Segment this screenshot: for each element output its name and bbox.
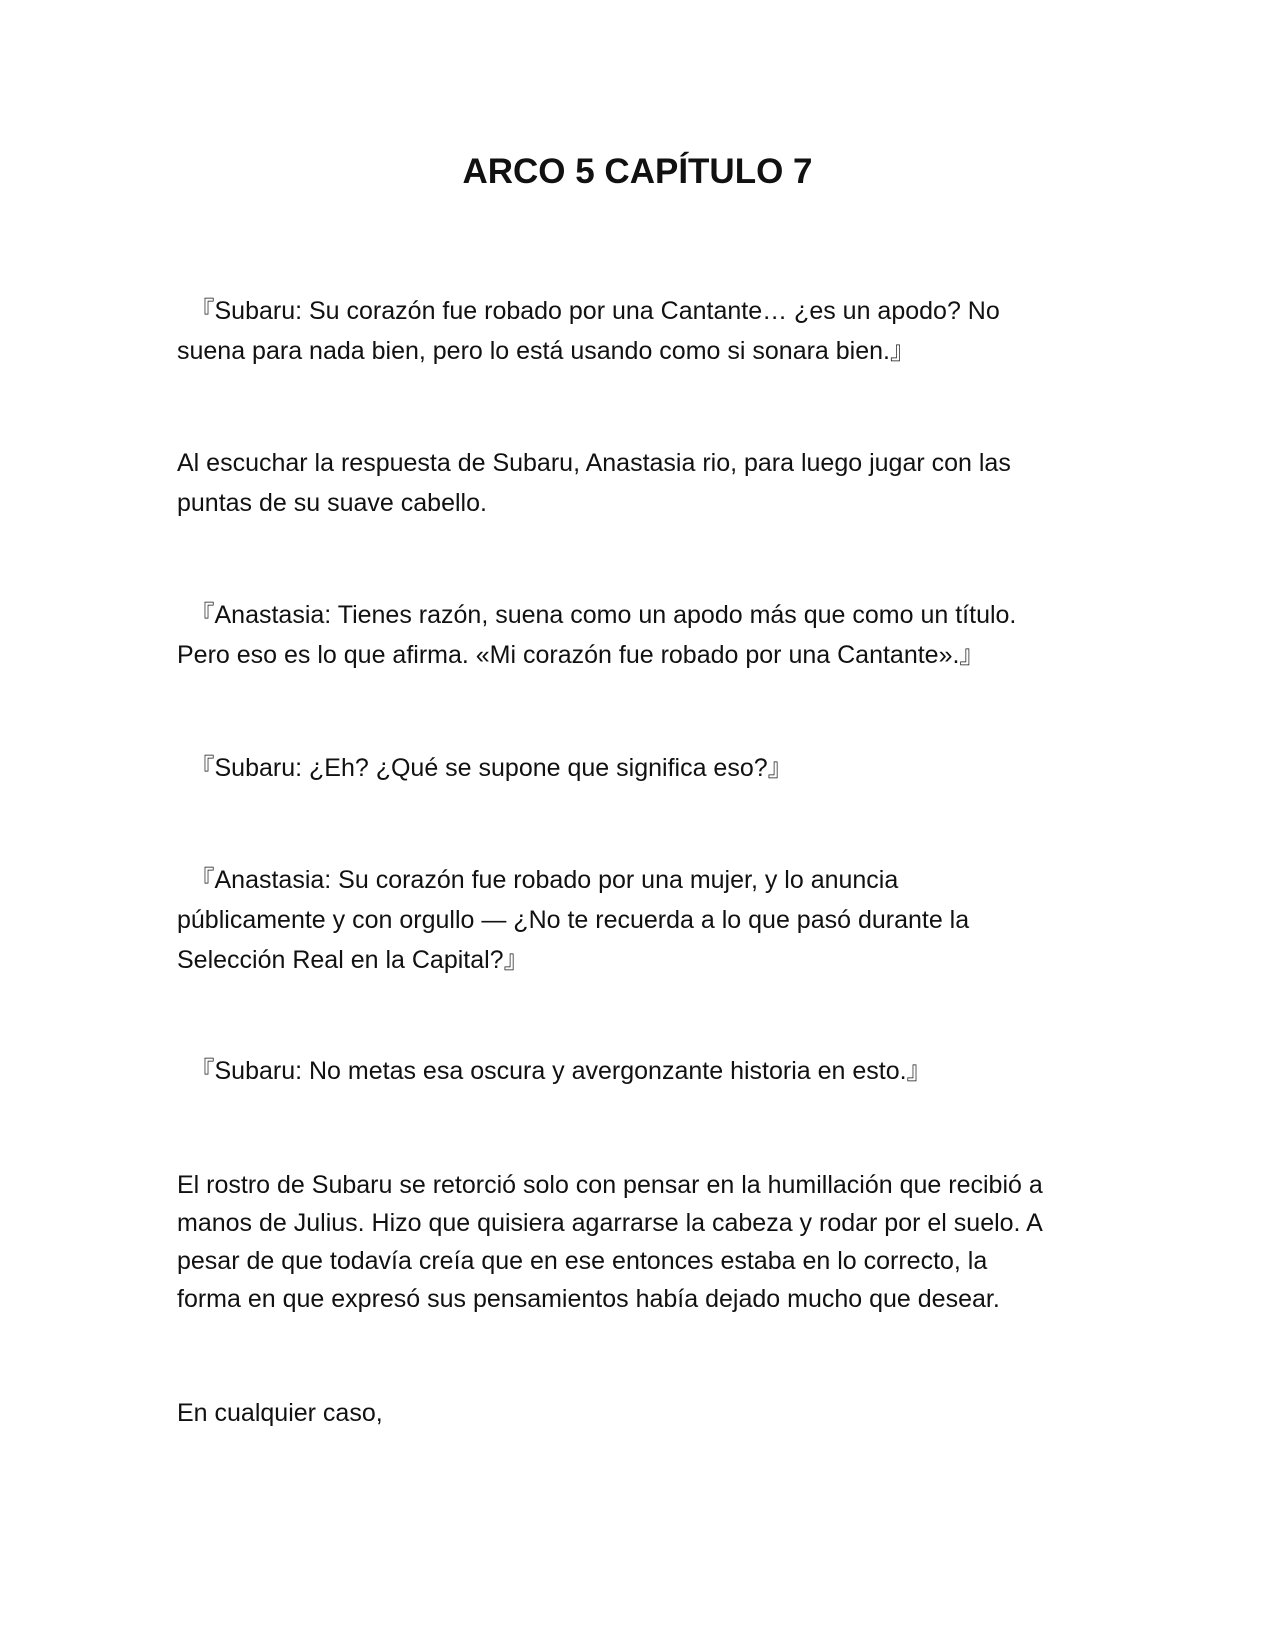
dialogue-paragraph: 『Anastasia: Su corazón fue robado por una mujer, y lo anuncia públicamente y con orgullo — ¿No te recuerda a lo que pasó durante la Selección Real en la Capital?』 [177,866,970,974]
dialogue-paragraph: 『Subaru: Su corazón fue robado por una Cantante… ¿es un apodo? No suena para nada bien, pero lo está usando como si sonara bien.』 [177,297,1000,365]
narration-paragraph: En cualquier caso, [177,1399,383,1427]
narration-paragraph: Al escuchar la respuesta de Subaru, Anastasia rio, para luego jugar con las puntas de su suave cabello. [177,449,1011,517]
chapter-title: ARCO 5 CAPÍTULO 7 [462,152,813,191]
narration-paragraph: El rostro de Subaru se retorció solo con pensar en la humillación que recibió a manos de Julius. Hizo que quisiera agarrarse la cabeza y rodar por el suelo. A pesar de que todavía creía que en ese entonces estaba en lo correcto, la forma en que expresó sus pensamientos había dejado mucho que desear. [177,1171,1043,1313]
dialogue-paragraph: 『Subaru: ¿Eh? ¿Qué se supone que significa eso?』 [177,754,793,782]
dialogue-paragraph: 『Anastasia: Tienes razón, suena como un apodo más que como un título. Pero eso es lo que afirma. «Mi corazón fue robado por una Cantante».』 [177,601,1017,669]
dialogue-paragraph: 『Subaru: No metas esa oscura y avergonzante historia en esto.』 [177,1057,932,1085]
